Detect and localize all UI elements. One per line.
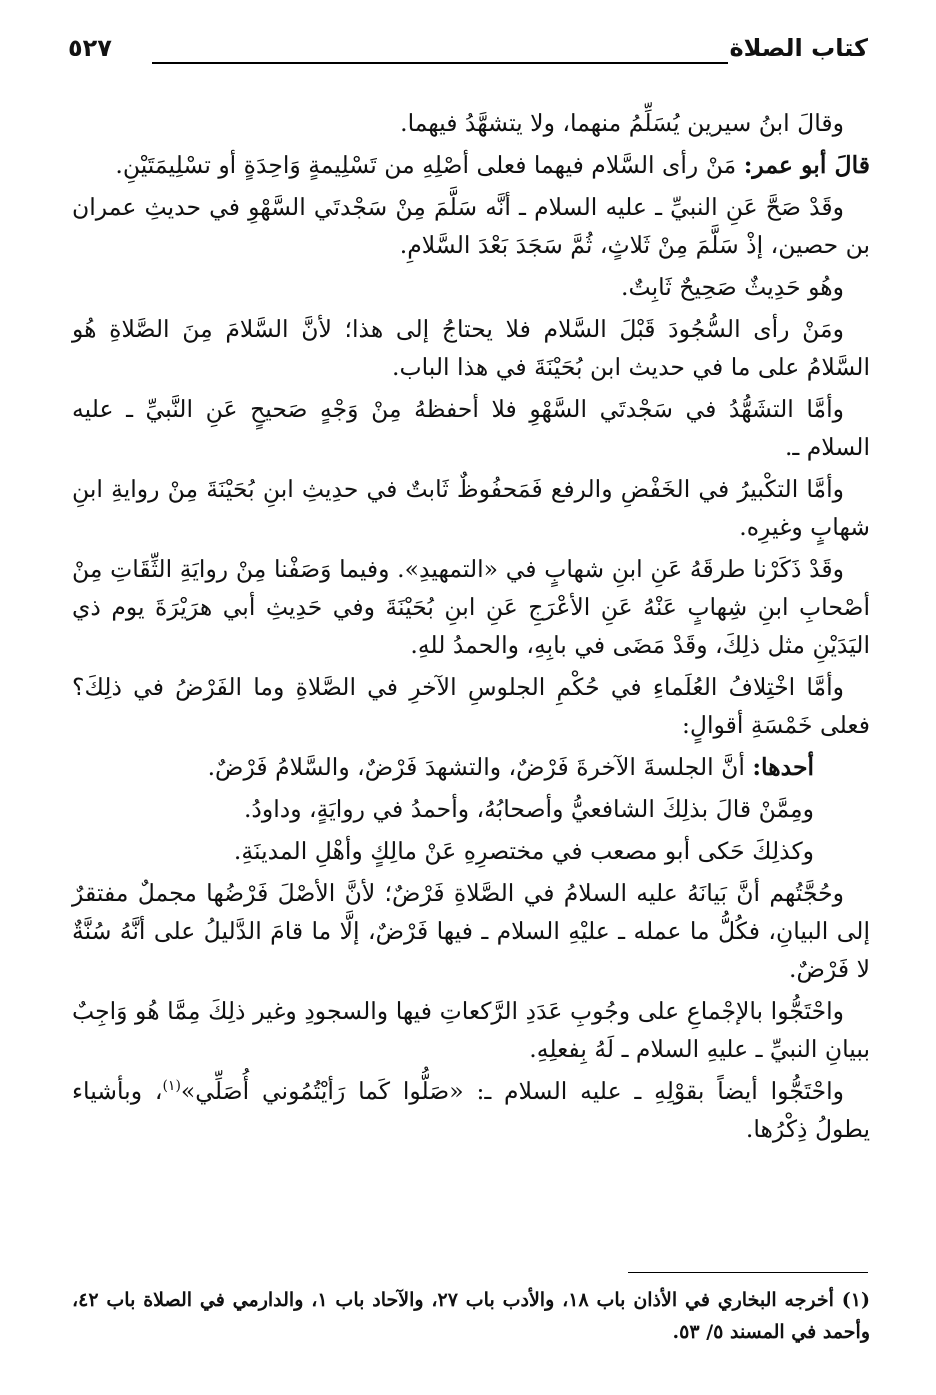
page-number: ٥٢٧ xyxy=(68,34,112,62)
paragraph: أحدها: أنَّ الجلسةَ الآخرةَ فَرْضٌ، والتشهدَ فَرْضٌ، والسَّلامُ فَرْضٌ. xyxy=(207,753,814,781)
paragraph: وكذلِكَ حَكى أبو مصعب في مختصرِهِ عَنْ مالِكٍ وأهْلِ المدينَةِ. xyxy=(233,837,814,865)
paragraph: وقالَ ابنُ سيرين يُسَلِّمُ منهما، ولا يتشهَّدُ فيهما. xyxy=(400,109,844,137)
paragraph: وقَدْ ذَكَرْنا طرقَهُ عَنِ ابنِ شهابٍ في «التمهيدِ». وفيما وَصَفْنا مِنْ روايَةِ الثِّقَاتِ مِنْ أصْحابِ ابنِ شِهابٍ عَنْهُ عَنِ الأعْرَجِ عَنِ ابنِ بُحَيْنَةَ وفي حَدِيثِ أبي هرَيْرَةَ يوم ذي اليَدَيْنِ مثل ذلِكَ، وقَدْ مَضَى في بابِهِ، والحمدُ للهِ. xyxy=(72,555,870,659)
main-text xyxy=(72,104,870,1152)
footnote-ref[interactable]: (١) xyxy=(162,1078,181,1095)
footnote: (١) أخرجه البخاري في الأذان باب ١٨، والأدب باب ٢٧، والآحاد باب ١، والدارمي في الصلاة باب ٤٢، وأحمد في المسند ٥/ ٥٣. xyxy=(72,1289,871,1343)
paragraph: واحْتَجُّوا بالإجْماعِ على وجُوبِ عَدَدِ الرَّكعاتِ فيها والسجودِ وغير ذلِكَ مِمَّا هُو وَاجِبٌ ببيانِ النبيِّ ـ عليهِ السلام ـ لَهُ بِفعلِهِ. xyxy=(72,997,870,1063)
paragraph: قالَ أبو عمر: مَنْ رأى السَّلام فيهما فعلى أصْلِهِ من تَسْلِيمةٍ وَاحِدَةٍ أو تسْلِيمَتَيْنِ. xyxy=(115,151,870,179)
paragraph: وأمَّا التكْبيرُ في الخَفْضِ والرفع فَمَحفُوظٌ ثَابتٌ في حدِيثِ ابنِ بُحَيْنَةَ مِنْ روايةِ ابنِ شهابٍ وغيرِه. xyxy=(72,475,870,541)
chapter-title: كتاب الصلاة xyxy=(729,34,868,62)
page-header xyxy=(68,32,868,72)
header-rule xyxy=(152,62,728,64)
paragraph: وحُجَّتُهم أنَّ بَيانَهُ عليه السلامُ في الصَّلاةِ فَرْضٌ؛ لأنَّ الأصْلَ فَرْضُها مجملٌ مفتقرٌ إلى البيانِ، فكُلُّ ما عمله ـ عليْهِ السلام ـ فيها فَرْضٌ، إلَّا ما قامَ الدَّليلُ على أنَّهُ سُنَّةٌ لا فَرْضٌ. xyxy=(72,879,870,983)
paragraph-lead: أحدها: xyxy=(752,753,814,781)
paragraph: وأمَّا اخْتِلافُ العُلَماءِ في حُكْمِ الجلوسِ الآخرِ في الصَّلاةِ وما الفَرْضُ في ذلِكَ؟ فعلى خَمْسَةِ أقوالٍ: xyxy=(72,673,870,739)
paragraph: وهُو حَدِيثٌ صَحِيحٌ ثَابِتٌ. xyxy=(621,273,844,301)
paragraph: وأمَّا التشَهُّدُ في سَجْدتَي السَّهْوِ فلا أحفظهُ مِنْ وَجْهٍ صَحيحٍ عَنِ النَّبيِّ ـ عليه السلام ـ. xyxy=(72,395,870,461)
footnote-rule xyxy=(628,1272,868,1273)
paragraph: واحْتَجُّوا أيضاً بقوْلِهِ ـ عليه السلام ـ: «صَلُّوا كَما رَأيْتُمُوني أُصَلِّي»$^{(١)}$، وبأشياء يطولُ ذِكْرُها. xyxy=(72,1077,870,1143)
paragraph: ومِمَّنْ قالَ بذلِكَ الشافعيُّ وأصحابُهُ، وأحمدُ في روايَةٍ، وداودُ. xyxy=(243,795,814,823)
paragraph: ومَنْ رأى السُّجُودَ قَبْلَ السَّلام فلا يحتاجُ إلى هذا؛ لأنَّ السَّلامَ مِنَ الصَّلاةِ هُو السَّلامُ على ما في حديث ابن بُحَيْنَةَ في هذا الباب. xyxy=(72,315,870,381)
paragraph-lead: قالَ أبو عمر: xyxy=(743,151,870,179)
paragraph: وقَدْ صَحَّ عَنِ النبيِّ ـ عليه السلام ـ أنَّه سَلَّمَ مِنْ سَجْدتَي السَّهْوِ في حديثِ عمران بن حصين، إذْ سَلَّمَ مِنْ ثَلاثٍ، ثُمَّ سَجَدَ بَعْدَ السَّلامِ. xyxy=(72,193,870,259)
